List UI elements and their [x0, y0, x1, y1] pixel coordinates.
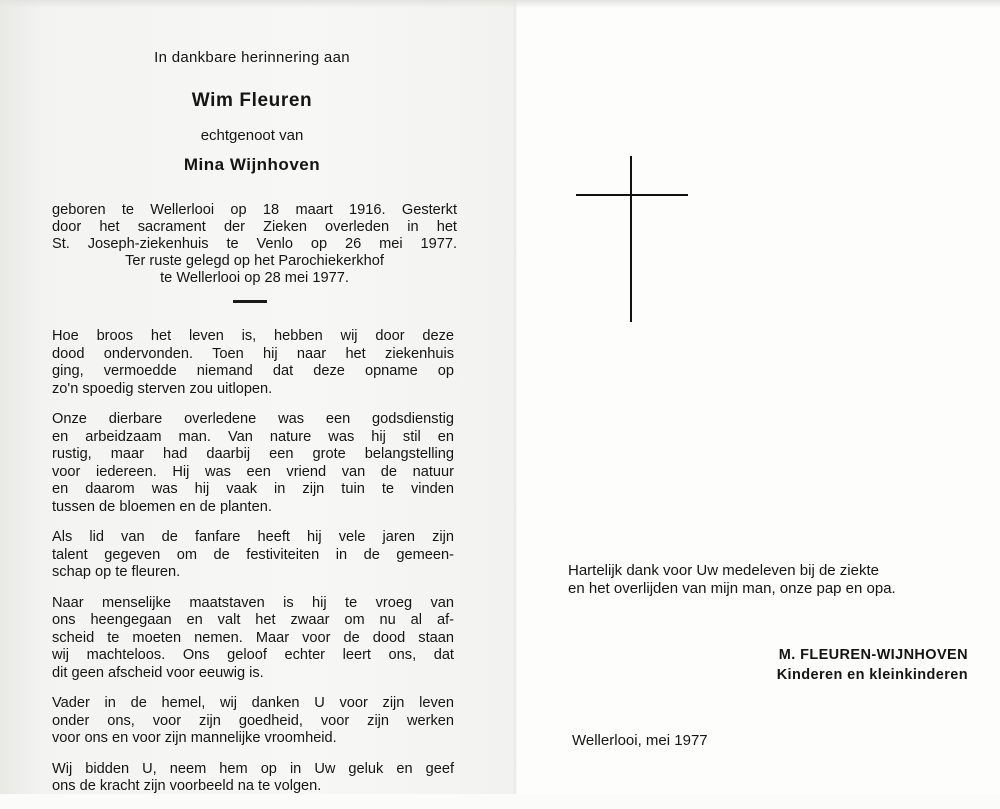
- signature-name: M. FLEUREN-WIJNHOVEN: [778, 647, 968, 663]
- text-line: voor ons en voor zijn mannelijke vroomheid.: [52, 730, 337, 746]
- text-line: en arbeidzaam man. Van nature was hij stil en: [52, 428, 454, 445]
- text-line: tussen de bloemen en de planten.: [52, 498, 272, 515]
- text-line: dood ondervonden. Toen hij naar het ziekenhuis: [52, 345, 454, 362]
- text-line: ons de kracht zijn voorbeeld na te volgen.: [52, 778, 322, 794]
- signature-family: Kinderen en kleinkinderen: [776, 667, 968, 683]
- text-line: Wij bidden U, neem hem op in Uw geluk en geef: [52, 760, 454, 777]
- text-line: en daarom was hij vaak in zijn tuin te vinden: [52, 481, 454, 497]
- text-line: Hoe broos het leven is, hebben wij door deze: [52, 328, 454, 344]
- text-line: ging, vermoedde niemand dat deze opname op: [52, 363, 454, 379]
- text-line: rustig, maar had daarbij een grote belangstelling: [52, 446, 454, 462]
- paragraph: [52, 328, 454, 398]
- thanks-text: [568, 562, 968, 598]
- text-line: zo'n spoedig sterven zou uitlopen.: [52, 380, 273, 397]
- details-line: door het sacrament der Zieken overleden in het: [52, 219, 457, 235]
- divider-rule: [233, 300, 267, 303]
- text-line: Als lid van de fanfare heeft hij vele jaren zijn: [52, 529, 454, 545]
- text-line: Onze dierbare overledene was een godsdienstig: [52, 411, 454, 427]
- deceased-name: Wim Fleuren: [191, 90, 313, 111]
- cross-icon-bar: [576, 194, 688, 196]
- text-line: Naar menselijke maatstaven is hij te vroeg van: [52, 594, 454, 611]
- place-date: Wellerlooi, mei 1977: [572, 732, 708, 749]
- paragraph: [52, 411, 454, 516]
- paragraph: [52, 595, 454, 683]
- spouse-name: Mina Wijnhoven: [183, 155, 321, 174]
- text-line: scheid te moeten nemen. Maar voor de dood staan: [52, 629, 454, 646]
- text-line: voor iedereen. Hij was een vriend van de natuur: [52, 463, 454, 480]
- memorial-text: [52, 328, 454, 809]
- signature: [777, 645, 968, 685]
- text-line: schap op te fleuren.: [52, 564, 181, 580]
- details-line: Ter ruste gelegd op het Parochiekerkhof: [125, 253, 384, 269]
- thanks-line: Hartelijk dank voor Uw medeleven bij de ziekte: [568, 562, 879, 579]
- text-line: talent gegeven om de festiviteiten in de gemeen-: [52, 546, 454, 563]
- details-line: te Wellerlooi op 28 mei 1977.: [160, 270, 349, 286]
- life-details: [52, 202, 457, 287]
- text-line: wij machteloos. Ons geloof echter leert ons, dat: [52, 647, 454, 663]
- text-line: ons heengegaan en valt het zwaar om nu al af-: [52, 612, 454, 628]
- cross-icon: [630, 156, 632, 322]
- paragraph: [52, 761, 454, 796]
- details-line: geboren te Wellerlooi op 18 maart 1916. Gesterkt: [52, 202, 457, 218]
- text-line: Vader in de hemel, wij danken U voor zijn leven: [52, 695, 454, 711]
- scan-edge: [0, 0, 1000, 8]
- paragraph: [52, 695, 454, 748]
- text-line: dit geen afscheid voor eeuwig is.: [52, 664, 264, 681]
- intro-text: In dankbare herinnering aan: [154, 49, 350, 66]
- thanks-line: en het overlijden van mijn man, onze pap en opa.: [568, 580, 896, 597]
- spouse-label: echtgenoot van: [200, 127, 304, 144]
- text-line: onder ons, voor zijn goedheid, voor zijn werken: [52, 712, 454, 729]
- details-line: St. Joseph-ziekenhuis te Venlo op 26 mei 1977.: [52, 236, 457, 252]
- paragraph: [52, 529, 454, 582]
